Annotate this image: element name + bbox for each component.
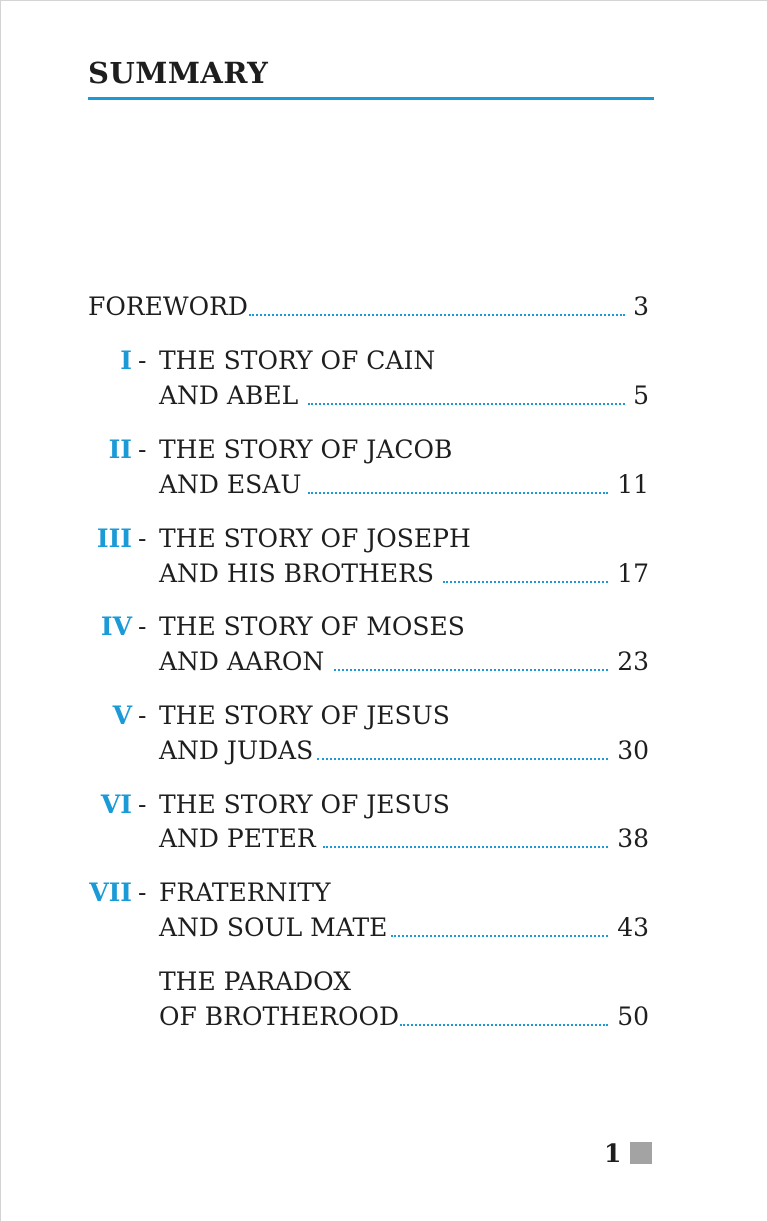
page-title: SUMMARY	[88, 56, 269, 90]
toc-entry-page: 30	[617, 736, 649, 765]
toc-entry-title: FOREWORD	[88, 292, 248, 321]
dot-leader	[308, 403, 625, 405]
toc-entry-page: 17	[617, 559, 649, 588]
separator-dash: -	[138, 701, 147, 730]
toc-entry-title-line2: AND ABEL	[159, 381, 299, 410]
folio-marker-square	[630, 1142, 652, 1164]
toc-entry-title-line1: THE STORY OF JOSEPH	[159, 524, 471, 553]
toc-entry-title-line2: OF BROTHEROOD	[159, 1002, 400, 1031]
chapter-numeral: V	[112, 701, 132, 730]
toc-entry-title-line1: THE STORY OF JESUS	[159, 701, 450, 730]
separator-dash: -	[138, 612, 147, 641]
separator-dash: -	[138, 346, 147, 375]
dot-leader	[249, 314, 625, 316]
toc-entry-page: 3	[633, 292, 649, 321]
toc-entry-page: 43	[617, 913, 649, 942]
toc-entry-page: 23	[617, 647, 649, 676]
dot-leader	[443, 581, 608, 583]
separator-dash: -	[138, 435, 147, 464]
chapter-numeral: VI	[100, 790, 132, 819]
dot-leader	[391, 935, 608, 937]
toc-entry-title-line1: THE STORY OF CAIN	[159, 346, 436, 375]
toc-entry-title-line2: AND JUDAS	[159, 736, 314, 765]
toc-entry-title-line2: AND HIS BROTHERS	[159, 559, 435, 588]
dot-leader	[334, 669, 608, 671]
chapter-numeral: II	[108, 435, 132, 464]
dot-leader	[323, 846, 608, 848]
toc-entry-page: 5	[633, 381, 649, 410]
toc-entry-title-line2: AND SOUL MATE	[159, 913, 388, 942]
toc-entry-title-line2: AND ESAU	[159, 470, 302, 499]
toc-entry-title-line1: FRATERNITY	[159, 878, 331, 907]
toc-entry-page: 11	[617, 470, 649, 499]
chapter-numeral: III	[96, 524, 132, 553]
toc-entry-title-line1: THE STORY OF MOSES	[159, 612, 465, 641]
title-underline	[88, 97, 654, 100]
separator-dash: -	[138, 790, 147, 819]
toc-entry-page: 38	[617, 824, 649, 853]
dot-leader	[400, 1024, 608, 1026]
toc-entry-title-line1: THE PARADOX	[159, 967, 352, 996]
toc-entry-title-line2: AND PETER	[159, 824, 316, 853]
toc-entry-title-line1: THE STORY OF JACOB	[159, 435, 453, 464]
separator-dash: -	[138, 878, 147, 907]
separator-dash: -	[138, 524, 147, 553]
dot-leader	[317, 758, 608, 760]
chapter-numeral: VII	[89, 878, 132, 907]
chapter-numeral: I	[120, 346, 132, 375]
page-number: 1	[604, 1139, 622, 1168]
toc-entry-title-line2: AND AARON	[159, 647, 325, 676]
toc-entry-title-line1: THE STORY OF JESUS	[159, 790, 450, 819]
toc-entry-page: 50	[617, 1002, 649, 1031]
dot-leader	[308, 492, 608, 494]
chapter-numeral: IV	[100, 612, 132, 641]
